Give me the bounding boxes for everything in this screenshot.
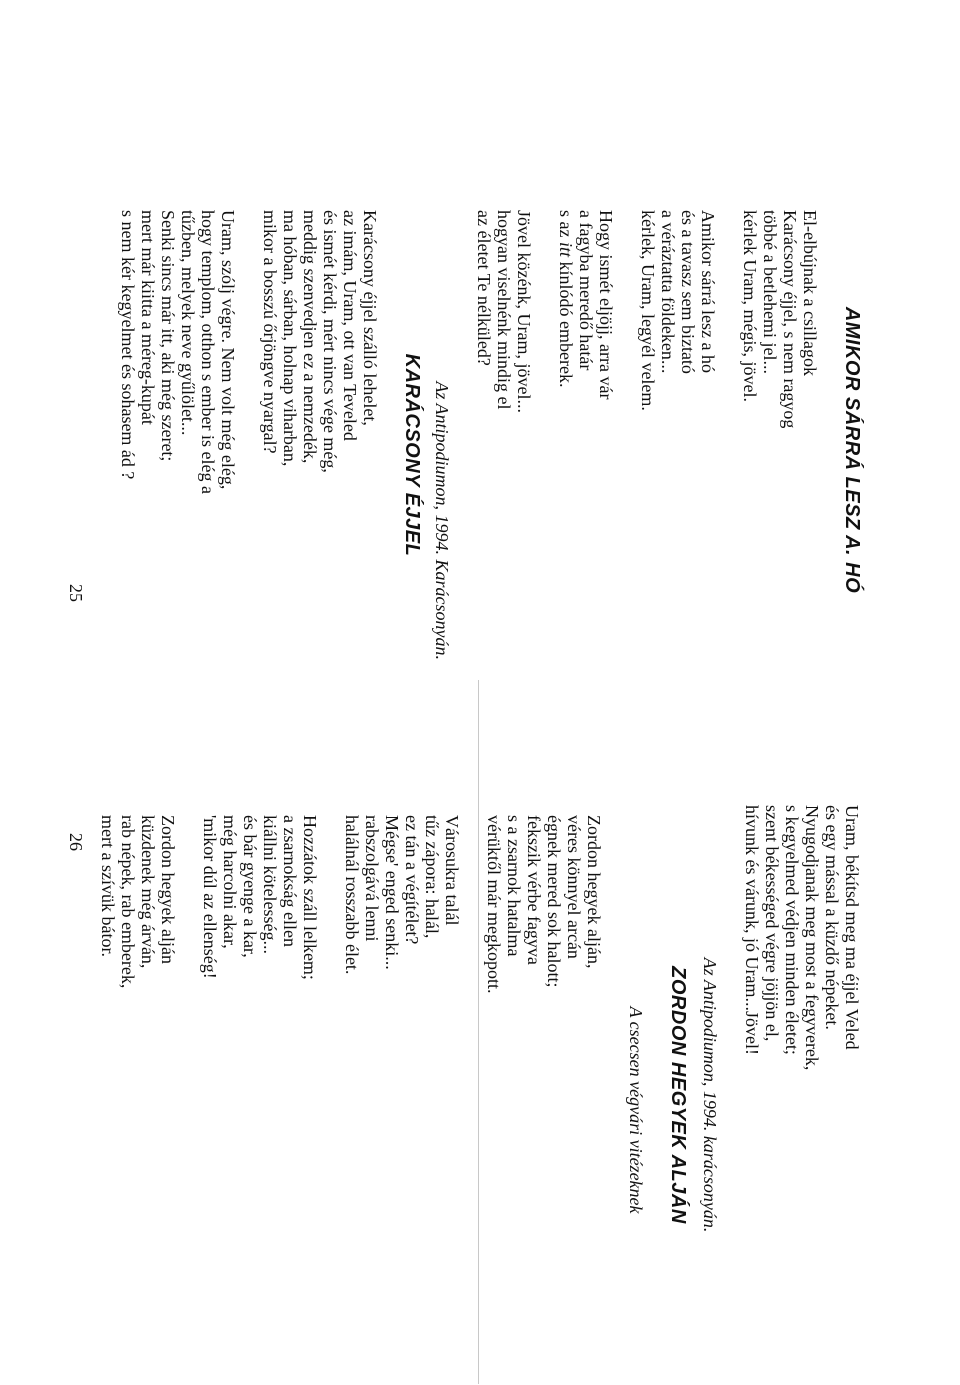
verse-line: rab népek, rab emberek, <box>118 815 138 989</box>
stanza-1 <box>740 210 820 690</box>
verse-line: El-elbújnak a csillagok <box>800 210 820 376</box>
verse-line: hívunk és várunk, jó Uram...Jövel! <box>742 805 762 1055</box>
verse-line: véres könnyel arcán <box>564 815 584 959</box>
verse-line: ez tán a végítélet? <box>402 815 422 945</box>
stanza-5 <box>260 210 380 690</box>
verse-line: és ismét kérdi, mért nincs vége még, <box>320 210 340 473</box>
stanza-4 <box>98 805 178 1385</box>
verse-line: és bár gyenge a kar, <box>240 815 260 958</box>
page-number: 25 <box>66 584 86 602</box>
verse-line: Nyugodjanak meg most a fegyverek, <box>802 805 822 1071</box>
stanza-1 <box>484 805 604 1385</box>
verse-line: Jövel közénk, Uram, jövel... <box>514 210 534 413</box>
verse-line: Zordon hegyek alján, <box>584 815 604 969</box>
verse-line: mert a szívük bátor. <box>98 815 118 957</box>
poem-title-karacsony-ejjel: KARÁCSONY ÉJJEL <box>401 353 423 557</box>
verse-line: kérlek, Uram, legyél velem. <box>638 210 658 411</box>
verse-line: égnek mered sok halott; <box>544 815 564 988</box>
stanza-0 <box>742 805 862 1385</box>
verse-line: s a zsarnok hatalma <box>504 815 524 957</box>
stanza-2 <box>638 210 718 690</box>
stanza-4 <box>474 210 534 690</box>
verse-line: Hogy ismét eljöjj, arra vár <box>596 210 616 400</box>
poem-dedication: A csecsen végvári vitézeknek <box>626 1006 646 1214</box>
verse-line: szent békességed végre jöjjön el, <box>762 805 782 1042</box>
verse-line: Senki sincs már itt, aki még szeret; <box>158 210 178 462</box>
stanza-6 <box>118 210 238 690</box>
verse-line: mert már kiitta a méreg-kupát <box>138 210 158 425</box>
verse-line: tűzben, melyek neve gyűlölet... <box>178 210 198 436</box>
verse-line: Karácsony éjjel, s nem ragyog <box>780 210 800 429</box>
verse-line: az imám, Uram, ott van Teveled <box>340 210 360 441</box>
page-25 <box>118 210 862 690</box>
verse-line: és a tavasz sem biztató <box>678 210 698 374</box>
poem-signature: Az Antipodiumon, 1994. Karácsonyán. <box>432 381 452 660</box>
verse-line: Zordon hegyek alján <box>158 815 178 964</box>
verse-line: Uram, békítsd meg ma éjjel Veled <box>842 805 862 1050</box>
poem-title-zordon-hegyek: ZORDON HEGYEK ALJÁN <box>667 966 689 1224</box>
verse-line: Uram, szólj végre. Nem volt még elég, <box>218 210 238 490</box>
verse-line: a zsarnokság ellen <box>280 815 300 947</box>
stanza-3 <box>556 210 616 690</box>
page-26 <box>98 805 862 1385</box>
verse-line: hogy templom, otthon s ember is elég a <box>198 210 218 494</box>
verse-italic-text: itt <box>556 241 576 257</box>
verse-line: a véráztatta földeken... <box>658 210 678 374</box>
verse-line: rabszolgává lenni <box>362 815 382 942</box>
verse-line: fekszik vérbe fagyva <box>524 815 544 965</box>
verse-line: a fagyba meredő határ <box>576 210 596 371</box>
verse-line-mixed <box>556 210 576 690</box>
page-number: 26 <box>66 833 86 851</box>
verse-line: kérlek Uram, mégis, jövel. <box>740 210 760 402</box>
poem-title-amikor-sarra: AMIKOR SÁRRÁ LESZ A. HÓ <box>841 306 863 594</box>
verse-line: Karácsony éjjel szálló lehelet, <box>360 210 380 426</box>
verse-line: Hozzátok száll lelkem; <box>300 815 320 980</box>
stanza-2 <box>342 805 462 1385</box>
verse-line: s kegyelmed védjen minden életet; <box>782 805 802 1055</box>
verse-line: halálnál rosszabb élet. <box>342 815 362 975</box>
verse-line: s nem kér kegyelmet és sohasem ád ? <box>118 210 138 480</box>
verse-text: s az <box>556 210 576 242</box>
stanza-3 <box>200 805 320 1385</box>
poem-signature: Az Antipodiumon, 1994. karácsonyán. <box>700 957 720 1233</box>
verse-line: és egy mással a küzdő népeket. <box>822 805 842 1030</box>
verse-line: hogyan viselnénk mindig el <box>494 210 514 410</box>
verse-text: kínlódó emberek. <box>556 257 576 388</box>
verse-line: ma hóban, sárban, holnap viharban, <box>280 210 300 467</box>
verse-line: az életet Te nélküled? <box>474 210 494 366</box>
verse-line: 'mikor dúl az ellenség! <box>200 815 220 979</box>
verse-line: meddig szenvedjen ez a nemzedék, <box>300 210 320 464</box>
verse-line: vérüktől már megkopott. <box>484 815 504 994</box>
verse-line: többé a betlehemi jel... <box>760 210 780 374</box>
verse-line: Városukra talál <box>442 815 462 926</box>
verse-line: még harcolni akar, <box>220 815 240 949</box>
verse-line: tűz zápora: halál, <box>422 815 442 939</box>
verse-line: Amikor sárrá lesz a hó <box>698 210 718 373</box>
verse-line: küzdenek még árván, <box>138 815 158 969</box>
verse-line: Mégse' enged senki... <box>382 815 402 970</box>
verse-line: mikor a bosszú őrjöngve nyargal? <box>260 210 280 454</box>
verse-line: kiállni kötelesség... <box>260 815 280 954</box>
